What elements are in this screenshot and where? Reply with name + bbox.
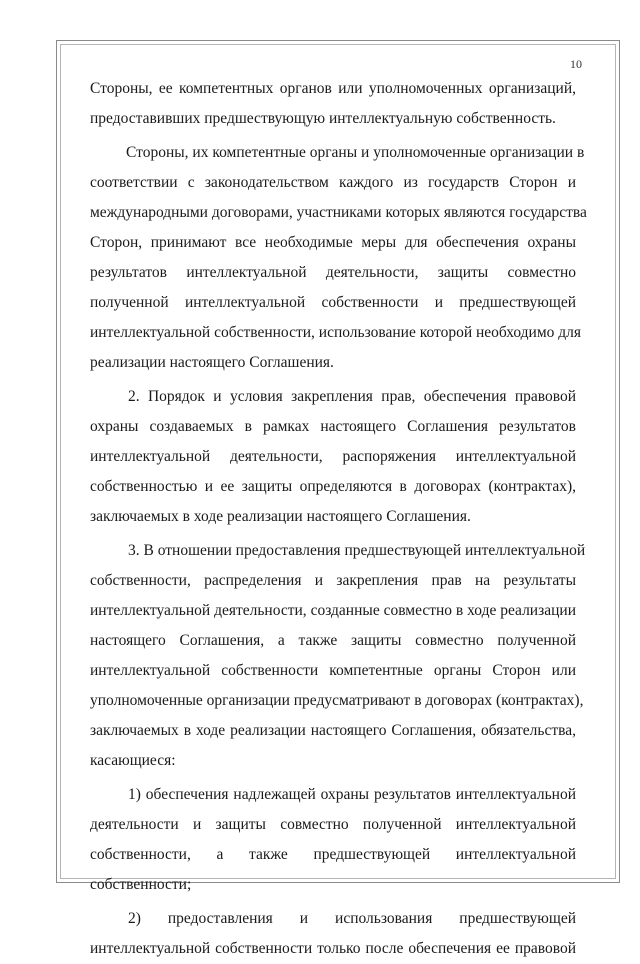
text-line: собственности, а также предшествующей интеллектуальной	[90, 846, 576, 863]
text-line: результатов интеллектуальной деятельности, защиты совместно	[90, 264, 576, 281]
text-line: Сторон, принимают все необходимые меры для обеспечения охраны	[90, 234, 576, 251]
text-line: 3. В отношении предоставления предшествующей интеллектуальной	[128, 542, 586, 559]
page-number: 10	[570, 57, 582, 71]
text-line: заключаемых в ходе реализации настоящего Соглашения, обязательства,	[90, 722, 576, 739]
text-line: предоставивших предшествующую интеллектуальную собственность.	[90, 110, 556, 127]
text-line: 2. Порядок и условия закрепления прав, обеспечения правовой	[128, 388, 576, 405]
text-line: настоящего Соглашения, а также защиты совместно полученной	[90, 632, 576, 649]
text-line: интеллектуальной собственности только после обеспечения ее правовой	[90, 940, 576, 957]
text-line: соответствии с законодательством каждого из государств Сторон и	[90, 174, 576, 191]
text-line: интеллектуальной собственности, использование которой необходимо для	[90, 324, 582, 341]
text-line: собственности, распределения и закрепления прав на результаты	[90, 572, 576, 589]
text-line: касающиеся:	[90, 752, 176, 769]
text-line: интеллектуальной деятельности, созданные совместно в ходе реализации	[90, 602, 576, 619]
text-line: уполномоченные организации предусматривают в договорах (контрактах),	[90, 692, 584, 709]
text-line: международными договорами, участниками которых являются государства	[90, 204, 587, 221]
text-line: интеллектуальной собственности компетентные органы Сторон или	[90, 662, 576, 679]
text-line: Стороны, ее компетентных органов или уполномоченных организаций,	[90, 80, 576, 97]
text-line: интеллектуальной деятельности, распоряжения интеллектуальной	[90, 448, 576, 465]
text-line: собственности;	[90, 876, 192, 893]
text-line: собственностью и ее защиты определяются в договорах (контрактах),	[90, 478, 576, 495]
text-line: охраны создаваемых в рамках настоящего Соглашения результатов	[90, 418, 576, 435]
text-line: заключаемых в ходе реализации настоящего Соглашения.	[90, 508, 471, 525]
text-line: Стороны, их компетентные органы и уполномоченные организации в	[126, 144, 585, 161]
text-line: 2) предоставления и использования предшествующей	[128, 910, 576, 927]
text-line: полученной интеллектуальной собственности и предшествующей	[90, 294, 576, 311]
document-body	[90, 74, 587, 964]
text-line: деятельности и защиты совместно полученной интеллектуальной	[90, 816, 576, 833]
text-line: реализации настоящего Соглашения.	[90, 354, 334, 371]
text-line: 1) обеспечения надлежащей охраны результатов интеллектуальной	[128, 786, 576, 803]
